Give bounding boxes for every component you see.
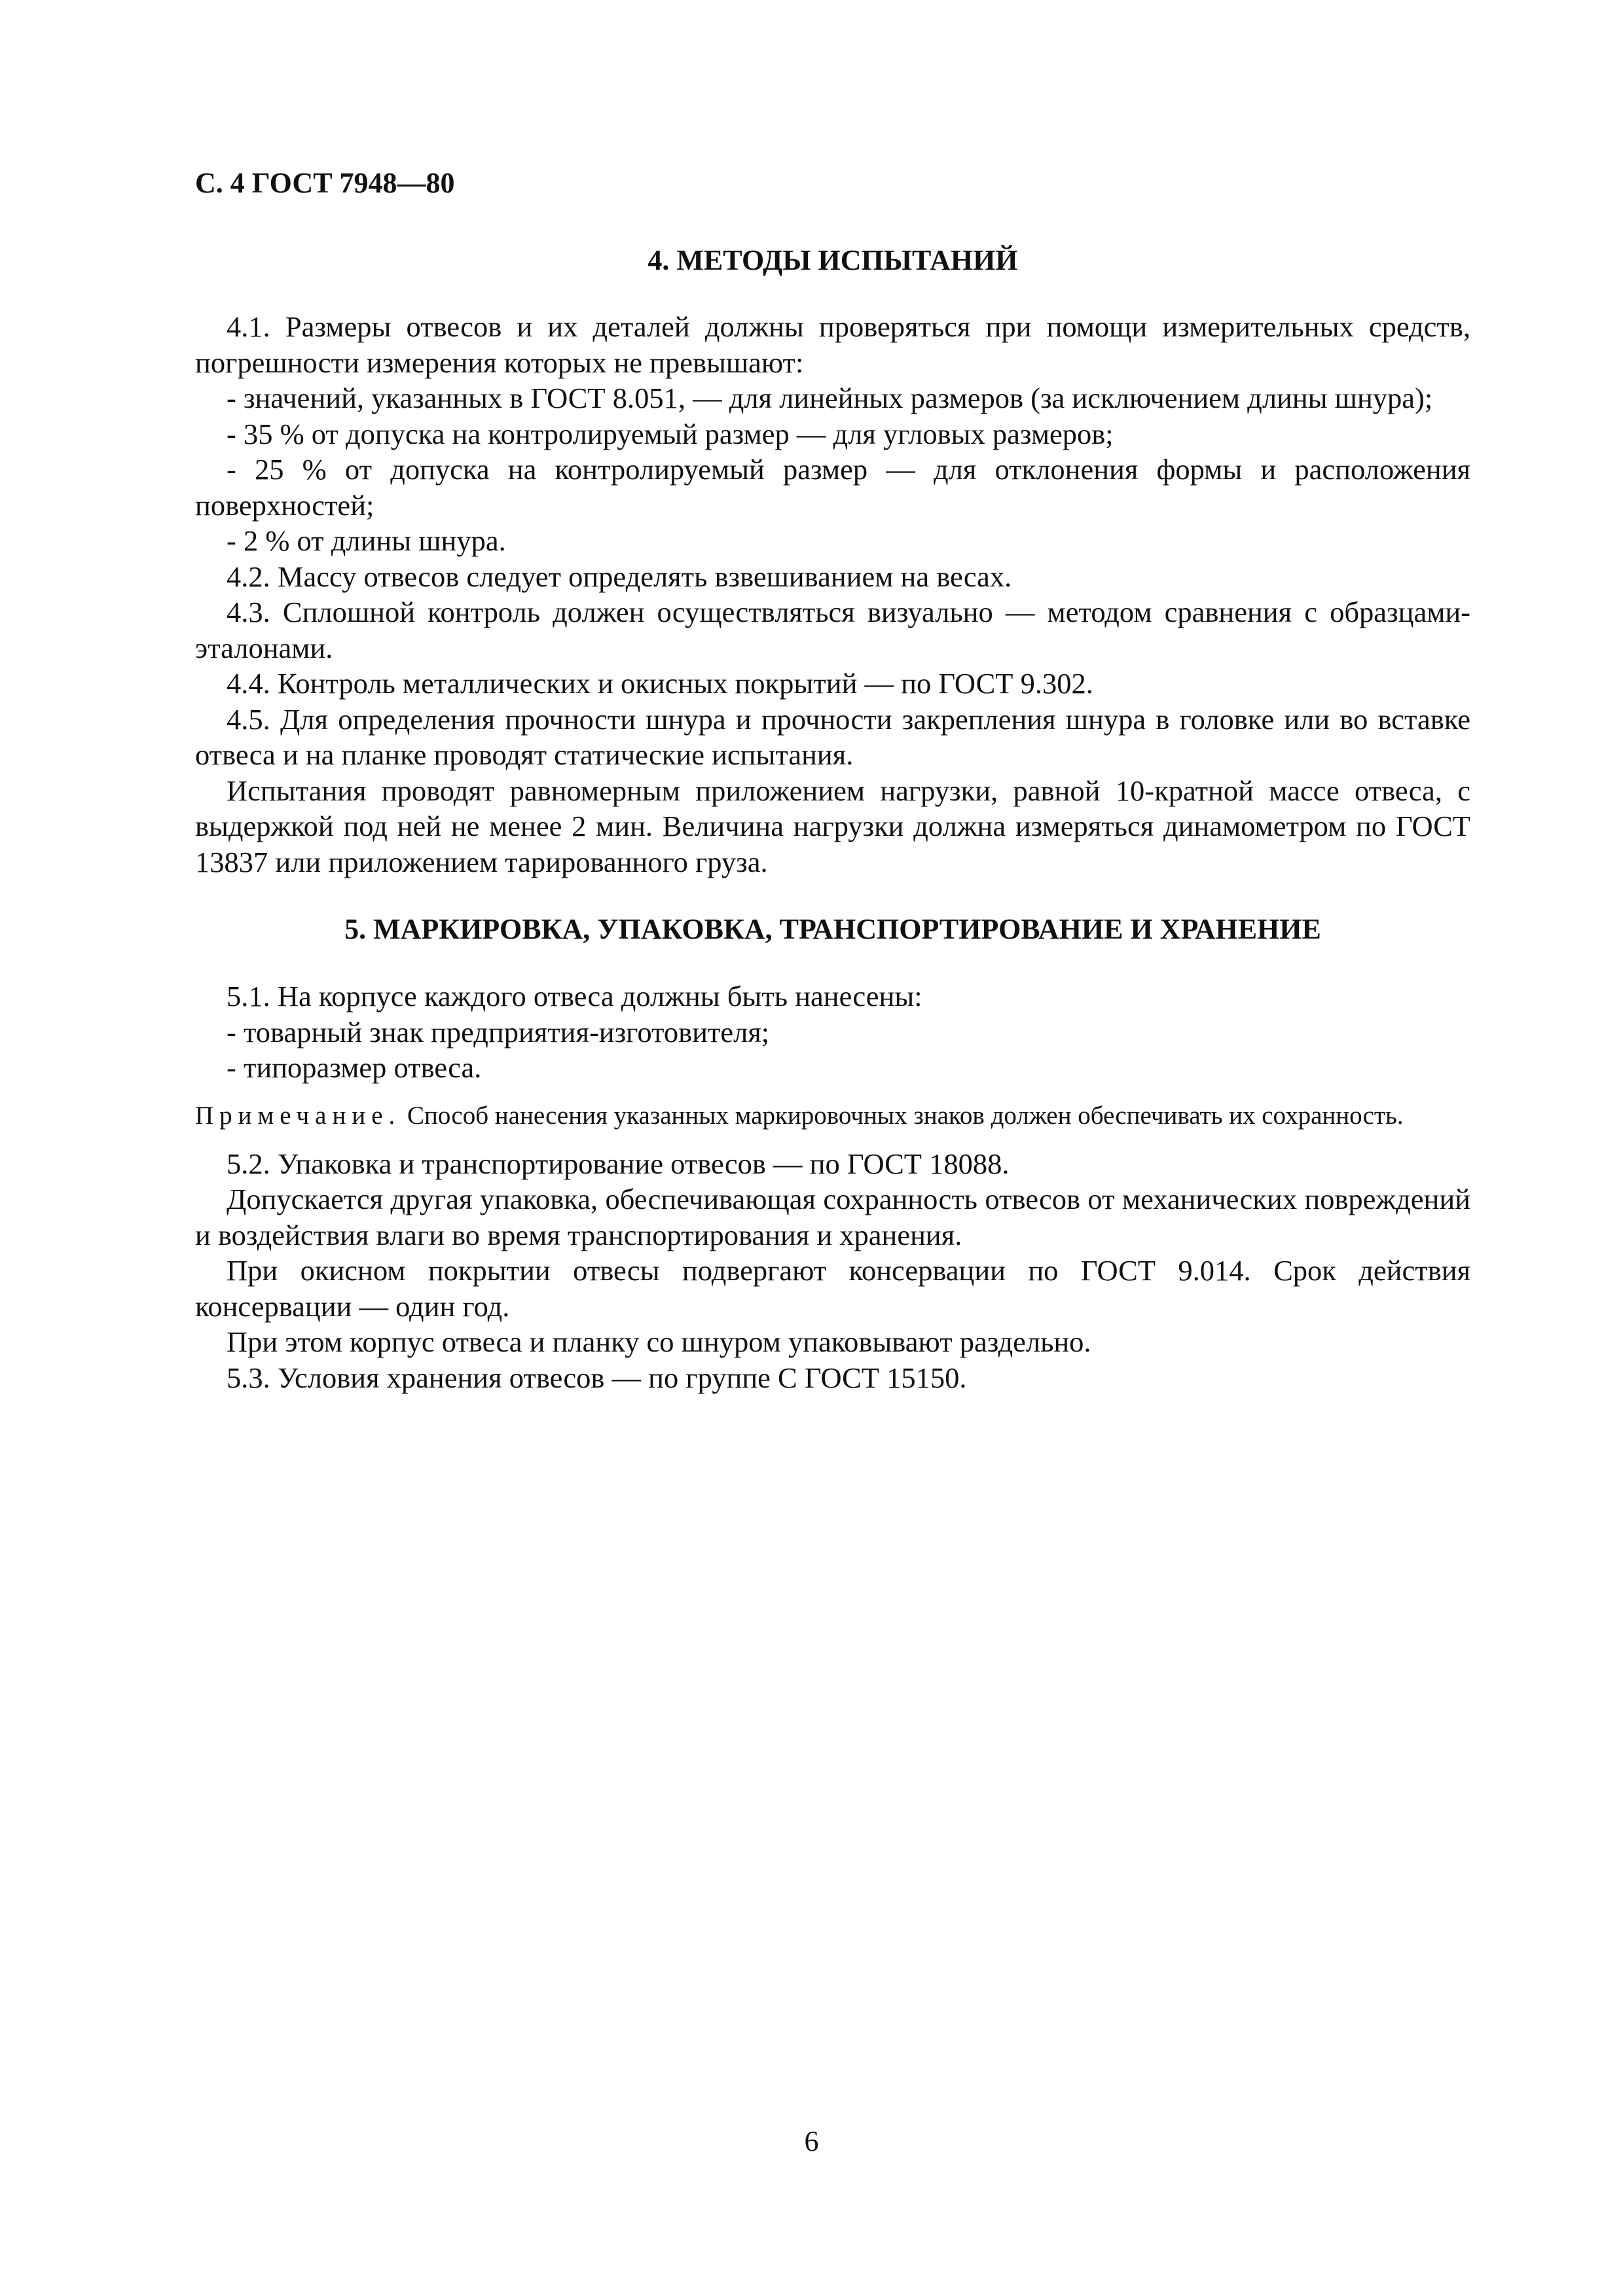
section-4-title: 4. МЕТОДЫ ИСПЫТАНИЙ [647,244,1018,276]
page-number: 6 [804,2125,819,2157]
paragraph-4-2: 4.2. Массу отвесов следует определять взвешиванием на весах. [227,560,1012,593]
list-item-trademark: - товарный знак предприятия-изготовителя; [227,1015,770,1049]
paragraph-4-5: 4.5. Для определения прочности шнура и прочности закрепления шнура в головке или во вставке отвеса и на планке проводят статические испытания. [195,702,1470,771]
paragraph-tests: Испытания проводят равномерным приложением нагрузки, равной 10-кратной массе отвеса, с выдержкой под ней не менее 2 мин. Величина нагрузки должна измеряться динамометром по ГОСТ 13837 или приложением тарированного груза. [195,774,1470,878]
paragraph-other-packaging: Допускается другая упаковка, обеспечивающая сохранность отвесов от механических повреждений и воздействия влаги во время транспортирования и хранения. [195,1183,1470,1251]
list-item-size-type: - типоразмер отвеса. [227,1051,482,1084]
paragraph-4-1: 4.1. Размеры отвесов и их деталей должны проверяться при помощи измерительных средств, погрешности измерения которых не превышают: [195,310,1470,379]
paragraph-4-4: 4.4. Контроль металлических и окисных покрытий — по ГОСТ 9.302. [227,667,1093,700]
list-item-form-deviation: - 25 % от допуска на контролируемый размер — для отклонения формы и расположения поверхностей; [195,453,1470,522]
section-5-body [195,978,1470,1395]
paragraph-5-2: 5.2. Упаковка и транспортирование отвесов — по ГОСТ 18088. [227,1147,1010,1180]
section-4-body [195,309,1470,880]
paragraph-4-3: 4.3. Сплошной контроль должен осуществляться визуально — методом сравнения с образцами-эталонами. [195,596,1470,664]
list-item-cord-length: - 2 % от длины шнура. [227,524,506,557]
list-item-angular-sizes: - 35 % от допуска на контролируемый размер — для угловых размеров; [227,417,1114,450]
paragraph-conservation: При окисном покрытии отвесы подвергают консервации по ГОСТ 9.014. Срок действия консервации — один год. [195,1254,1470,1323]
page-header: С. 4 ГОСТ 7948—80 [195,167,455,199]
list-item-linear-sizes: - значений, указанных в ГОСТ 8.051, — для линейных размеров (за исключением длины шнура); [227,382,1433,414]
note-label: Примечание. [195,1101,401,1130]
paragraph-separate-packing: При этом корпус отвеса и планку со шнуром упаковывают раздельно. [227,1325,1091,1358]
note-text: Способ нанесения указанных маркировочных знаков должен обеспечивать их сохранность. [401,1101,1404,1130]
paragraph-5-1: 5.1. На корпусе каждого отвеса должны быть нанесены: [227,980,922,1013]
section-5-title: 5. МАРКИРОВКА, УПАКОВКА, ТРАНСПОРТИРОВАНИЕ И ХРАНЕНИЕ [344,913,1321,945]
note [195,1100,1470,1132]
paragraph-5-3: 5.3. Условия хранения отвесов — по группе С ГОСТ 15150. [227,1361,967,1394]
